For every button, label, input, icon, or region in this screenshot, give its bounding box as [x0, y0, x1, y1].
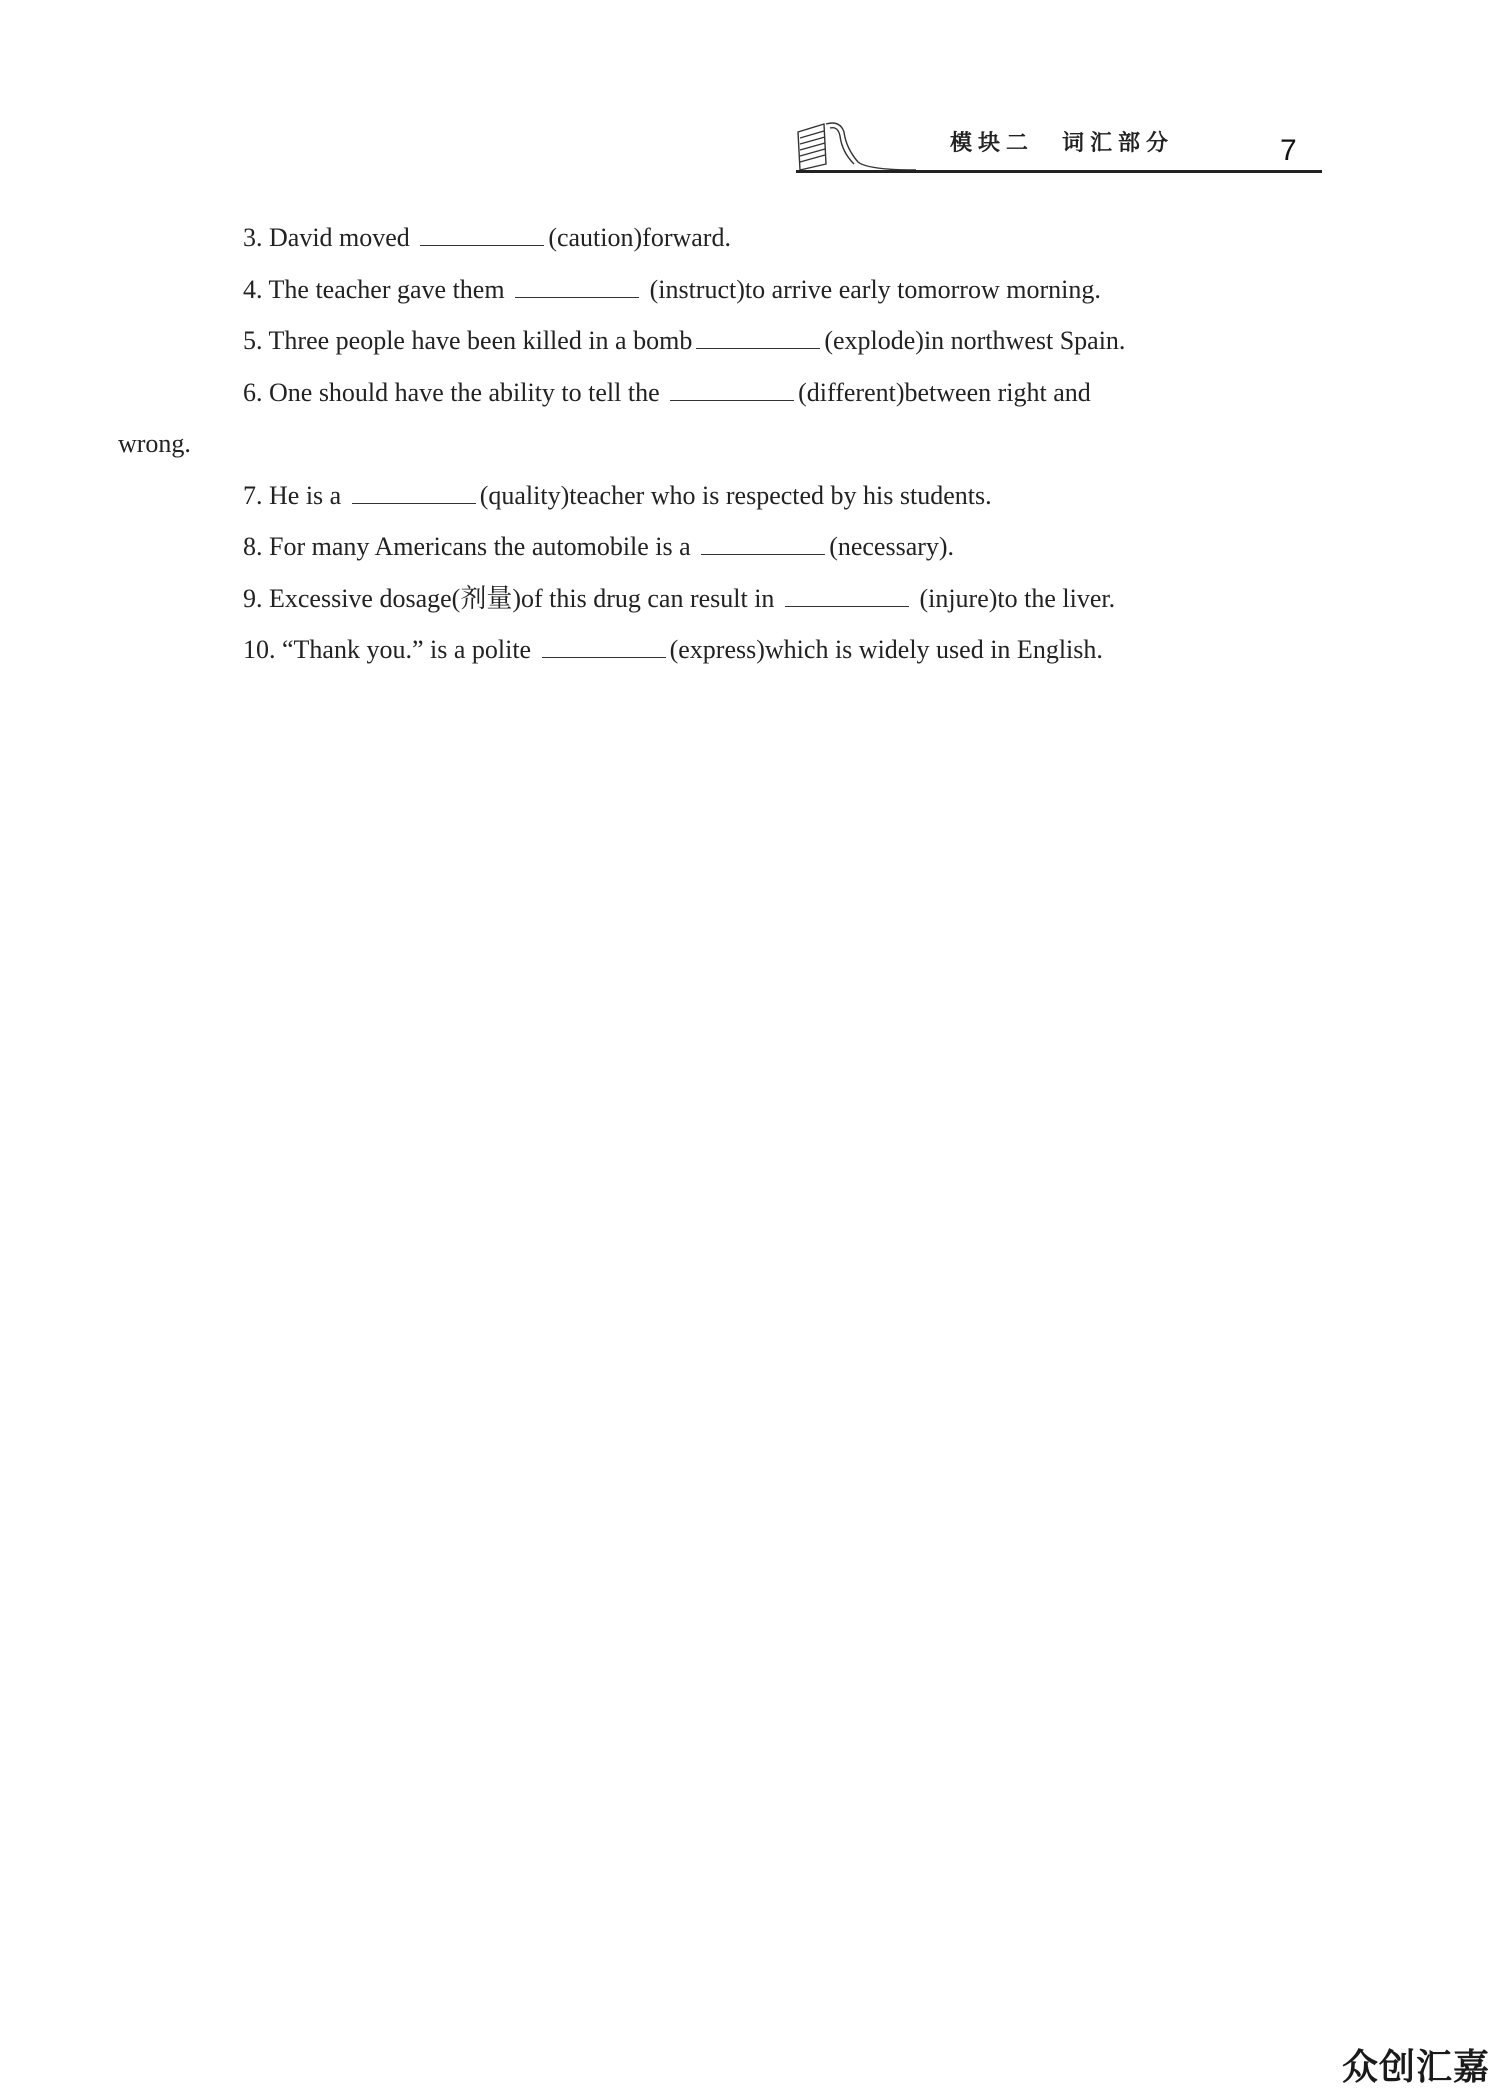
question-text: 6. One should have the ability to tell the	[243, 377, 667, 407]
question-hint: (caution)	[548, 223, 643, 252]
question-5	[180, 315, 1320, 367]
question-hint: (quality)	[479, 480, 570, 510]
answer-blank	[515, 277, 639, 298]
question-text: wrong.	[118, 429, 191, 458]
question-text-after: to the liver.	[997, 583, 1116, 613]
header-rule	[796, 170, 1322, 173]
page-number: 7	[1280, 134, 1297, 167]
question-7	[180, 470, 1320, 522]
question-10	[180, 624, 1320, 676]
question-text: 9. Excessive dosage(剂量)of this drug can result in	[243, 583, 781, 613]
answer-blank	[542, 637, 666, 658]
answer-blank	[785, 586, 909, 607]
question-text: 10. “Thank you.” is a polite	[243, 635, 538, 664]
question-6	[180, 367, 1320, 419]
question-text-after: which is widely used in English.	[764, 635, 1103, 664]
question-text: 4. The teacher gave them	[243, 274, 512, 304]
question-text-after: in northwest Spain.	[923, 326, 1126, 355]
question-hint: (necessary).	[829, 532, 955, 561]
question-text-after: forward.	[642, 223, 731, 252]
page-header	[796, 118, 1322, 178]
question-hint: (injure)	[912, 583, 998, 613]
question-text: 8. For many Americans the automobile is a	[243, 532, 698, 561]
answer-blank	[420, 225, 544, 246]
question-9	[180, 573, 1320, 625]
question-hint: (different)	[798, 377, 905, 407]
header-title: 模块二 词汇部分	[950, 131, 1175, 156]
question-3	[180, 212, 1320, 264]
books-icon	[796, 118, 916, 172]
question-hint: (explode)	[824, 326, 924, 355]
question-text: 5. Three people have been killed in a bomb	[243, 326, 693, 355]
question-hint: (express)	[669, 635, 765, 664]
question-8	[180, 521, 1320, 573]
answer-blank	[352, 483, 476, 504]
question-text-after: to arrive early tomorrow morning.	[744, 274, 1101, 304]
question-hint: (instruct)	[643, 274, 745, 304]
question-6-continuation	[118, 418, 1320, 470]
question-text: 7. He is a	[243, 480, 348, 510]
question-text-after: teacher who is respected by his students.	[569, 480, 992, 510]
question-text: 3. David moved	[243, 223, 417, 252]
exercise-list	[118, 212, 1320, 676]
question-text-after: between right and	[904, 377, 1091, 407]
watermark-logo: 众创汇嘉	[1341, 2047, 1490, 2088]
answer-blank	[696, 328, 820, 349]
question-4	[180, 264, 1320, 316]
answer-blank	[701, 534, 825, 555]
answer-blank	[670, 380, 794, 401]
